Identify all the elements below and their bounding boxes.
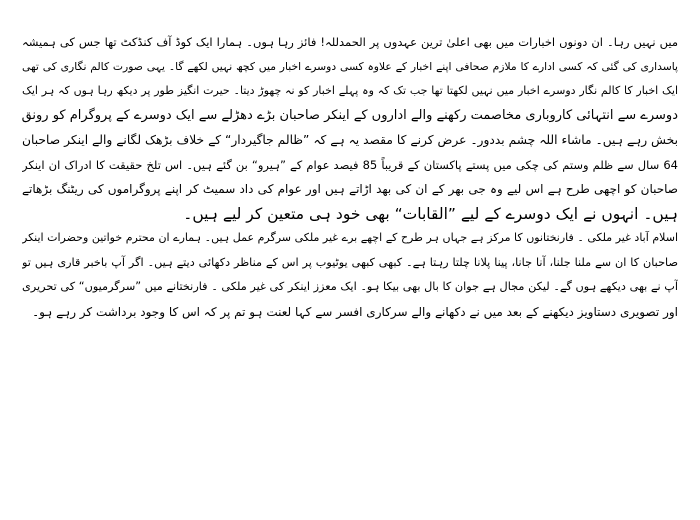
text-line-1: میں نہیں رہا۔ ان دونوں اخبارات میں بھی اعلیٰ ترین عہدوں پر الحمدللہ! فائز رہا ہوں۔ ہمارا ایک کوڈ آف کنڈکٹ تھا جس کی ہمیشہ: [22, 35, 678, 49]
text-line-12: اور تصویری دستاویز دیکھنے کے بعد میں نے دکھانے والے سرکاری افسر سے کہا لعنت ہو تم پر کہ اس کا وجود برداشت کر رہے ہو۔: [32, 304, 678, 319]
text-line-9: اسلام آباد غیر ملکی ۔ فارنختانوں کا مرکز ہے جہاں ہر طرح کے اچھے برے غیر ملکی سرگرم عمل ہیں۔ ہمارے ان محترم خواتین وحضرات اینکر: [22, 231, 678, 244]
paragraph-2: [22, 226, 678, 324]
text-line-11: آپ نے بھی دیکھے ہوں گے۔ لیکن مجال ہے جوان کا بال بھی بیکا ہو۔ ایک معزز اینکر کی غیر ملکی ۔ فارنختانے میں ”سرگرمیوں“ کی تحریری: [22, 280, 678, 293]
text-line-10: صاحبان کا ان سے ملنا جلنا، آنا جانا، پینا پلانا چلتا رہتا ہے۔ کبھی کبھی یوٹیوب پر اس کے مناظر دکھائی دیتے ہیں۔ اگر آپ باخبر قاری ہیں تو: [22, 255, 678, 269]
text-line-5: بخش رہے ہیں۔ ماشاء اللہ چشم بددور۔ عرض کرنے کا مقصد یہ ہے کہ ”ظالم جاگیردار“ کے خلاف بڑھک لگانے والے اینکر صاحبان: [22, 133, 678, 147]
text-line-7: صاحبان کو اچھی طرح ہے اس لیے وہ جی بھر کے ان کی بھد اڑاتے ہیں اور عوام کی داد سمیٹ کر اپنے پروگراموں کی ریٹنگ بڑھاتے: [22, 182, 678, 196]
article-body: [22, 30, 678, 324]
text-line-8: ہیں۔ انہوں نے ایک دوسرے کے لیے ”القابات“ بھی خود ہی متعین کر لیے ہیں۔: [183, 204, 678, 223]
text-line-4: دوسرے سے انتہائی کاروباری مخاصمت رکھنے والے اداروں کے اینکر صاحبان بڑے دھڑلے سے ایک دوسرے کے پروگرام کو رونق: [22, 107, 678, 123]
text-line-3: ایک اخبار کا کالم نگار دوسرے اخبار میں نہیں لکھتا تھا جب تک کہ وہ پہلے اخبار کو نہ چھوڑ دیتا۔ حیرت انگیز طور پر دیکھ رہا ہوں کہ ہر ایک: [22, 84, 678, 97]
text-line-6: 64 سال سے ظلم وستم کی چکی میں پستے پاکستان کے قریباً 85 فیصد عوام کے ”ہیرو“ بن گئے ہیں۔ اس تلخ حقیقت کا ادراک ان اینکر: [22, 157, 678, 172]
paragraph-1: [22, 30, 678, 226]
text-line-2: پاسداری کی گئی کہ کسی ادارے کا ملازم صحافی اپنے اخبار کے علاوہ کسی دوسرے اخبار میں کچھ نہیں لکھے گا۔ یہی صورت کالم نگاری کی تھی: [22, 59, 678, 73]
